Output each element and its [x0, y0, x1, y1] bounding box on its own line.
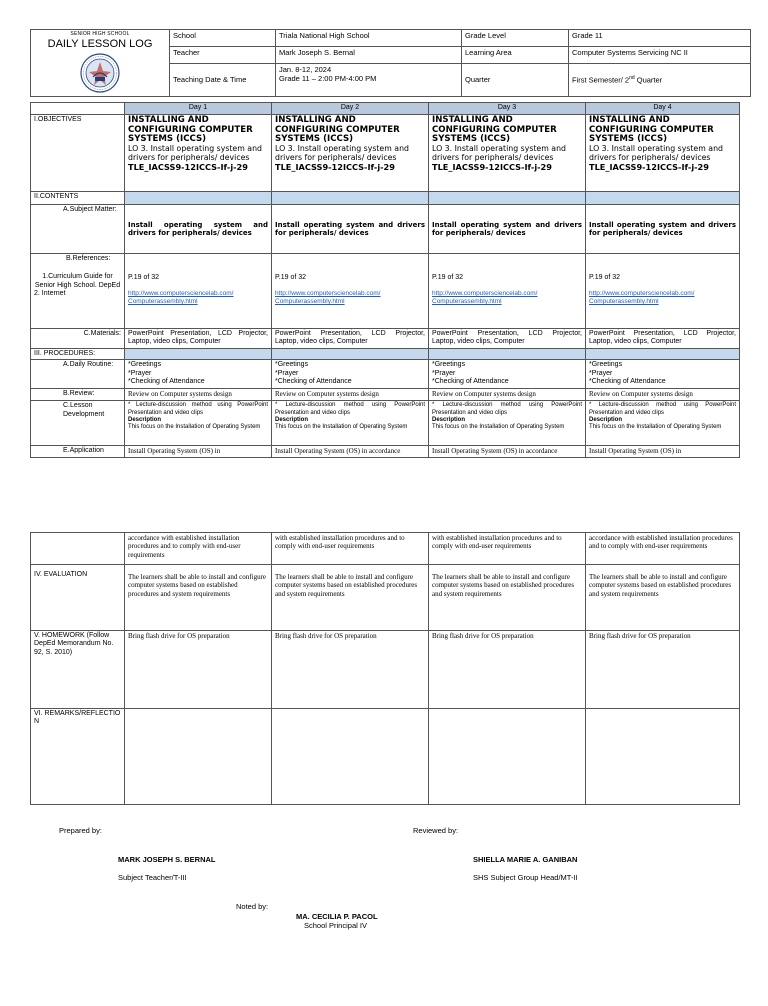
application-cont-day-1: accordance with established installation procedures and to comply with end-user requirements [125, 533, 272, 565]
school-label: School [170, 30, 276, 47]
reference-curriculum-label: 1.Curriculum Guide for Senior High School. DepEd [34, 273, 121, 289]
lesson-method: * Lecture-discussion method using PowerPoint Presentation and video clips [275, 402, 425, 416]
procedures-band [125, 349, 272, 360]
routine-day-1 [125, 360, 272, 389]
lesson-description: This focus on the Installation of Operating System [432, 423, 565, 430]
lesson-method: * Lecture-discussion method using PowerPoint Presentation and video clips [432, 402, 582, 416]
objective-title: INSTALLING AND CONFIGURING COMPUTER SYSTEMS (ICCS) [589, 115, 714, 145]
routine-attendance: *Checking of Attendance [275, 378, 352, 386]
noted-by-title: School Principal IV [304, 921, 367, 930]
procedures-band [429, 349, 586, 360]
teacher-value: Mark Joseph S. Bernal [276, 46, 462, 63]
evaluation-label: IV. EVALUATION [31, 565, 125, 631]
noted-by-name: MA. CECILIA P. PACOL [296, 912, 378, 921]
evaluation-day-3: The learners shall be able to install and configure computer systems based on established procedures and system requirements [429, 565, 586, 631]
application-day-4: Install Operating System (OS) in [586, 446, 740, 458]
routine-prayer: *Prayer [589, 369, 613, 377]
noted-by-label: Noted by: [236, 902, 269, 911]
remarks-day-2 [272, 709, 429, 805]
reference-page: P.19 of 32 [128, 274, 160, 281]
application-cont-day-4: accordance with established installation procedures and to comply with end-user requirements [586, 533, 740, 565]
reference-internet-label: 2. Internet [34, 290, 66, 298]
reference-link[interactable]: http://www.computersciencelab.com/ [432, 290, 538, 298]
procedures-band [586, 349, 740, 360]
references-day-2 [272, 254, 429, 329]
objective-day-1 [125, 115, 272, 192]
objective-title: INSTALLING AND CONFIGURING COMPUTER SYSTEMS (ICCS) [275, 115, 400, 145]
remarks-label: VI. REMARKS/REFLECTIO N [31, 709, 125, 805]
lesson-description-label: Description [128, 416, 162, 423]
review-label: B.Review: [31, 389, 125, 401]
subject-matter-day-1: Install operating system and drivers for peripherals/ devices [125, 205, 272, 254]
routine-prayer: *Prayer [432, 369, 456, 377]
quarter-superscript: nd [629, 75, 635, 81]
learning-area-value: Computer Systems Servicing NC II [569, 46, 751, 63]
contents-band [272, 192, 429, 205]
materials-day-1: PowerPoint Presentation, LCD Projector, Laptop, video clips, Computer [125, 329, 272, 349]
quarter-label: Quarter [462, 63, 569, 97]
reference-link[interactable]: http://www.computersciencelab.com/ [589, 290, 695, 298]
lesson-day-2 [272, 401, 429, 446]
routine-prayer: *Prayer [128, 369, 152, 377]
routine-greetings: *Greetings [589, 361, 623, 369]
objective-code: TLE_IACSS9-12ICCS-If-j-29 [589, 161, 709, 172]
routine-day-3 [429, 360, 586, 389]
application-day-3: Install Operating System (OS) in accordance [429, 446, 586, 458]
evaluation-day-2: The learners shall be able to install and configure computer systems based on established procedures and system requirements [272, 565, 429, 631]
objective-day-4 [586, 115, 740, 192]
objective-lo: LO 3. Install operating system and drivers for peripherals/ devices [589, 144, 723, 162]
day-header-3: Day 3 [429, 103, 586, 115]
subject-matter-day-3: Install operating system and drivers for peripherals/ devices [429, 205, 586, 254]
homework-label: V. HOMEWORK (Follow DepEd Memorandum No. 92, S. 2010) [31, 631, 125, 709]
prepared-by-name: MARK JOSEPH S. BERNAL [118, 855, 216, 864]
objective-lo: LO 3. Install operating system and drivers for peripherals/ devices [275, 144, 409, 162]
references-heading: B.References: [66, 255, 111, 262]
log-title-box [31, 30, 170, 97]
lesson-day-1 [125, 401, 272, 446]
school-value: Triala National High School [276, 30, 462, 47]
lesson-description-label: Description [432, 416, 466, 423]
lesson-method: * Lecture-discussion method using PowerPoint Presentation and video clips [128, 402, 268, 416]
quarter-value [569, 63, 751, 97]
learning-area-label: Learning Area [462, 46, 569, 63]
objective-day-3 [429, 115, 586, 192]
date-value [276, 63, 462, 97]
evaluation-day-4: The learners shall be able to install and configure computer systems based on established procedures and system requirements [586, 565, 740, 631]
references-day-4 [586, 254, 740, 329]
deped-seal-icon [80, 53, 120, 93]
reference-link[interactable]: http://www.computersciencelab.com/ [128, 290, 234, 298]
corner-cell [31, 103, 125, 115]
reference-page: P.19 of 32 [589, 274, 621, 281]
teacher-label: Teacher [170, 46, 276, 63]
school-level-label: SENIOR HIGH SCHOOL [70, 31, 130, 37]
reference-page: P.19 of 32 [432, 274, 464, 281]
lesson-development-label: C.Lesson Development [31, 401, 125, 446]
routine-greetings: *Greetings [128, 361, 162, 369]
objective-title: INSTALLING AND CONFIGURING COMPUTER SYSTEMS (ICCS) [128, 115, 253, 145]
document-title: DAILY LESSON LOG [47, 38, 153, 50]
review-day-2: Review on Computer systems design [272, 389, 429, 401]
references-day-3 [429, 254, 586, 329]
materials-label: C.Materials: [31, 329, 125, 349]
evaluation-day-1: The learners shall be able to install and configure computer systems based on established procedures and system requirements [125, 565, 272, 631]
contents-label: II.CONTENTS [31, 192, 125, 205]
references-day-1 [125, 254, 272, 329]
prepared-by-label: Prepared by: [59, 826, 102, 835]
prepared-by-title: Subject Teacher/T-III [118, 873, 187, 882]
reviewed-by-name: SHIELLA MARIE A. GANIBAN [473, 855, 578, 864]
lesson-description: This focus on the Installation of Operating System [589, 423, 722, 430]
reviewed-by-label: Reviewed by: [413, 826, 459, 835]
materials-day-4: PowerPoint Presentation, LCD Projector, Laptop, video clips, Computer [586, 329, 740, 349]
objective-day-2 [272, 115, 429, 192]
reference-link[interactable]: Computerassembly.html [128, 298, 198, 306]
continuation-table [30, 532, 740, 805]
routine-greetings: *Greetings [275, 361, 309, 369]
procedures-label: III. PROCEDURES: [31, 349, 125, 360]
homework-day-4: Bring flash drive for OS preparation [586, 631, 740, 709]
homework-day-1: Bring flash drive for OS preparation [125, 631, 272, 709]
subject-matter-day-2: Install operating system and drivers for peripherals/ devices [272, 205, 429, 254]
reference-link[interactable]: Computerassembly.html [275, 298, 345, 306]
date-line-1: Jan. 8-12, 2024 [279, 64, 332, 74]
materials-day-3: PowerPoint Presentation, LCD Projector, Laptop, video clips, Computer [429, 329, 586, 349]
application-label: E.Application [31, 446, 125, 458]
lesson-day-3 [429, 401, 586, 446]
homework-day-2: Bring flash drive for OS preparation [272, 631, 429, 709]
subject-matter-label: A.Subject Matter: [31, 205, 125, 254]
routine-prayer: *Prayer [275, 369, 299, 377]
routine-day-4 [586, 360, 740, 389]
application-continued-label [31, 533, 125, 565]
day-header-1: Day 1 [125, 103, 272, 115]
routine-greetings: *Greetings [432, 361, 466, 369]
references-label [31, 254, 125, 329]
remarks-day-4 [586, 709, 740, 805]
lesson-description: This focus on the Installation of Operating System [275, 423, 408, 430]
subject-matter-day-4: Install operating system and drivers for peripherals/ devices [586, 205, 740, 254]
objective-code: TLE_IACSS9-12ICCS-If-j-29 [432, 161, 552, 172]
objective-lo: LO 3. Install operating system and drivers for peripherals/ devices [432, 144, 566, 162]
remarks-day-3 [429, 709, 586, 805]
application-day-2: Install Operating System (OS) in accordance [272, 446, 429, 458]
application-cont-day-2: with established installation procedures and to comply with end-user requirements [272, 533, 429, 565]
quarter-text-b: Quarter [634, 75, 663, 85]
date-label: Teaching Date & Time [170, 63, 276, 97]
routine-attendance: *Checking of Attendance [432, 378, 509, 386]
review-day-4: Review on Computer systems design [586, 389, 740, 401]
review-day-3: Review on Computer systems design [429, 389, 586, 401]
lesson-day-4 [586, 401, 740, 446]
objective-code: TLE_IACSS9-12ICCS-If-j-29 [275, 161, 395, 172]
routine-attendance: *Checking of Attendance [589, 378, 666, 386]
materials-day-2: PowerPoint Presentation, LCD Projector, Laptop, video clips, Computer [272, 329, 429, 349]
objective-lo: LO 3. Install operating system and drivers for peripherals/ devices [128, 144, 262, 162]
daily-routine-label: A.Daily Routine: [31, 360, 125, 389]
reference-link[interactable]: Computerassembly.html [589, 298, 659, 306]
reviewed-by-title: SHS Subject Group Head/MT-II [473, 873, 578, 882]
date-line-2: Grade 11 – 2:00 PM-4:00 PM [279, 73, 377, 83]
day-header-2: Day 2 [272, 103, 429, 115]
reference-link[interactable]: Computerassembly.html [432, 298, 502, 306]
reference-page: P.19 of 32 [275, 274, 307, 281]
objective-title: INSTALLING AND CONFIGURING COMPUTER SYSTEMS (ICCS) [432, 115, 557, 145]
header-table [30, 29, 751, 97]
contents-band [429, 192, 586, 205]
routine-attendance: *Checking of Attendance [128, 378, 205, 386]
homework-day-3: Bring flash drive for OS preparation [429, 631, 586, 709]
reference-link[interactable]: http://www.computersciencelab.com/ [275, 290, 381, 298]
contents-band [125, 192, 272, 205]
application-cont-day-3: with established installation procedures and to comply with end-user requirements [429, 533, 586, 565]
objectives-label: I.OBJECTIVES [31, 115, 125, 192]
lesson-description-label: Description [275, 416, 309, 423]
lesson-method: * Lecture-discussion method using PowerPoint Presentation and video clips [589, 402, 736, 416]
grade-value: Grade 11 [569, 30, 751, 47]
contents-band [586, 192, 740, 205]
objective-code: TLE_IACSS9-12ICCS-If-j-29 [128, 161, 248, 172]
remarks-day-1 [125, 709, 272, 805]
lesson-table [30, 102, 740, 458]
day-header-4: Day 4 [586, 103, 740, 115]
lesson-description-label: Description [589, 416, 623, 423]
review-day-1: Review on Computer systems design [125, 389, 272, 401]
routine-day-2 [272, 360, 429, 389]
lesson-description: This focus on the Installation of Operating System [128, 423, 261, 430]
quarter-text-a: First Semester/ 2 [572, 75, 630, 85]
application-day-1: Install Operating System (OS) in [125, 446, 272, 458]
procedures-band [272, 349, 429, 360]
grade-label: Grade Level [462, 30, 569, 47]
